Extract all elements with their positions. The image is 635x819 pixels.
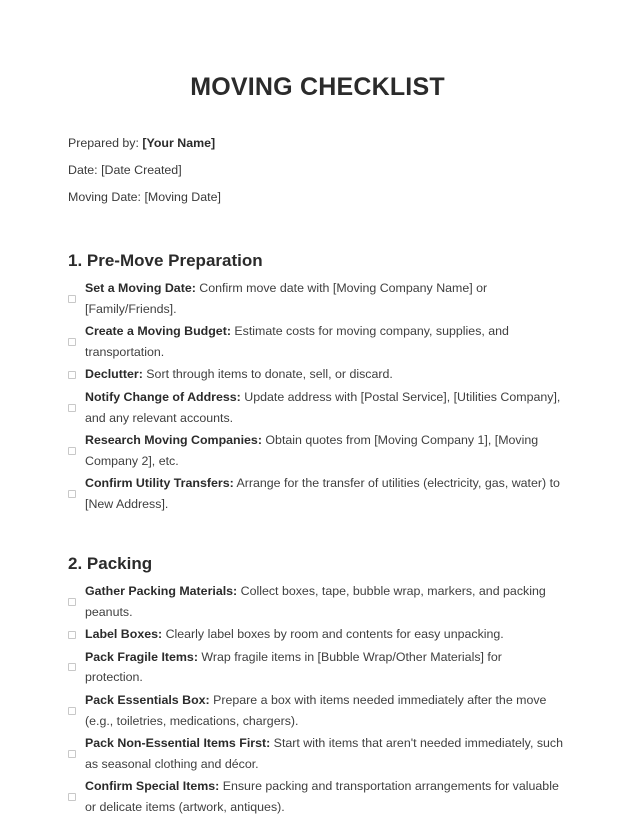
checklist-item-description: Sort through items to donate, sell, or discard. (142, 367, 393, 382)
checklist-item[interactable] (68, 472, 563, 515)
checklist-item[interactable] (68, 775, 563, 818)
meta-value: [Your Name] (142, 135, 216, 150)
checklist-item-label: Confirm Utility Transfers: (85, 476, 234, 491)
checkbox-icon[interactable] (68, 598, 76, 606)
meta-label: Date: (68, 162, 102, 177)
checklist-item-text (85, 647, 563, 688)
checklist-item-description: Update address with [Postal Service], [Utilities Company], and any relevant accounts. (85, 390, 561, 425)
meta-label: Prepared by: (68, 135, 143, 150)
meta-value: [Date Created] (101, 162, 182, 177)
checklist-item-description: Estimate costs for moving company, supplies, and transportation. (85, 324, 509, 359)
checklist-item[interactable] (68, 363, 563, 386)
checkbox-icon[interactable] (68, 707, 76, 715)
checklist-item-text (85, 733, 563, 774)
checklist-item-label: Pack Essentials Box: (85, 693, 210, 707)
checklist-item[interactable] (68, 386, 563, 429)
checklist-item-description: Prepare a box with items needed immediately after the move (e.g., toiletries, medications, chargers). (85, 693, 547, 728)
checkbox-icon[interactable] (68, 447, 76, 455)
section-heading: 2. Packing (68, 553, 153, 573)
checklist-item-text (85, 430, 563, 471)
checklist-section (68, 554, 563, 819)
checklist-item-text (85, 278, 563, 319)
checklist-item-label: Create a Moving Budget: (85, 324, 231, 339)
checklist-item-text (85, 364, 393, 385)
meta-line (68, 164, 635, 176)
checklist-item-text (85, 690, 563, 731)
checklist-item-description: Clearly label boxes by room and contents for easy unpacking. (162, 627, 504, 642)
checklist-item[interactable] (68, 320, 563, 363)
checklist-section (68, 251, 563, 516)
checklist-item[interactable] (68, 646, 563, 689)
checklist-item-label: Set a Moving Date: (85, 281, 196, 296)
checklist-item-text (85, 776, 563, 817)
checklist-item-description: Arrange for the transfer of utilities (electricity, gas, water) to [New Address]. (85, 476, 560, 512)
checklist-item-description: Collect boxes, tape, bubble wrap, markers, and packing peanuts. (85, 584, 546, 619)
checklist-item[interactable] (68, 623, 563, 646)
checklist-item-text (85, 321, 563, 362)
document-meta (0, 137, 635, 204)
checklist-item-text (85, 581, 563, 622)
checklist-item[interactable] (68, 429, 563, 472)
checklist-item-description: Obtain quotes from [Moving Company 1], [Moving Company 2], etc. (85, 433, 539, 468)
checklist (68, 580, 563, 819)
checklist-item[interactable] (68, 689, 563, 732)
meta-label: Moving Date: (68, 190, 145, 205)
checkbox-icon[interactable] (68, 663, 76, 671)
meta-line (68, 191, 635, 203)
checklist-item-label: Label Boxes: (85, 627, 163, 642)
checkbox-icon[interactable] (68, 338, 76, 346)
checklist-item[interactable] (68, 732, 563, 775)
checkbox-icon[interactable] (68, 371, 76, 379)
checklist-item[interactable] (68, 277, 563, 320)
checkbox-icon[interactable] (68, 404, 76, 412)
page-title: MOVING CHECKLIST (190, 73, 445, 101)
checklist-item-label: Research Moving Companies: (85, 433, 262, 448)
checklist-item-text (85, 624, 504, 645)
checklist-item-description: Confirm move date with [Moving Company Name] or [Family/Friends]. (85, 281, 488, 316)
meta-line (68, 137, 635, 149)
checklist-item-label: Pack Non-Essential Items First: (85, 736, 271, 751)
checklist-item-label: Confirm Special Items: (85, 779, 220, 794)
checklist-item-label: Declutter: (85, 367, 143, 382)
checkbox-icon[interactable] (68, 631, 76, 639)
checklist-item-text (85, 473, 563, 514)
checklist-item-label: Notify Change of Address: (85, 390, 241, 405)
checklist-item-label: Gather Packing Materials: (85, 584, 238, 599)
checklist-item-description: Start with items that aren't needed immediately, such as seasonal clothing and décor. (85, 736, 563, 771)
meta-value: [Moving Date] (144, 190, 221, 205)
checklist-item-label: Pack Fragile Items: (85, 649, 198, 664)
section-heading: 1. Pre-Move Preparation (68, 250, 263, 270)
checkbox-icon[interactable] (68, 490, 76, 498)
checklist-item-description: Wrap fragile items in [Bubble Wrap/Other Materials] for protection. (85, 649, 502, 685)
checkbox-icon[interactable] (68, 295, 76, 303)
checkbox-icon[interactable] (68, 750, 76, 758)
checklist-item-description: Ensure packing and transportation arrangements for valuable or delicate items (artwork, antiques). (85, 779, 559, 814)
checklist-item-text (85, 387, 563, 428)
checklist-sections (0, 251, 635, 819)
checklist-item[interactable] (68, 580, 563, 623)
checklist (68, 277, 563, 516)
checkbox-icon[interactable] (68, 793, 76, 801)
